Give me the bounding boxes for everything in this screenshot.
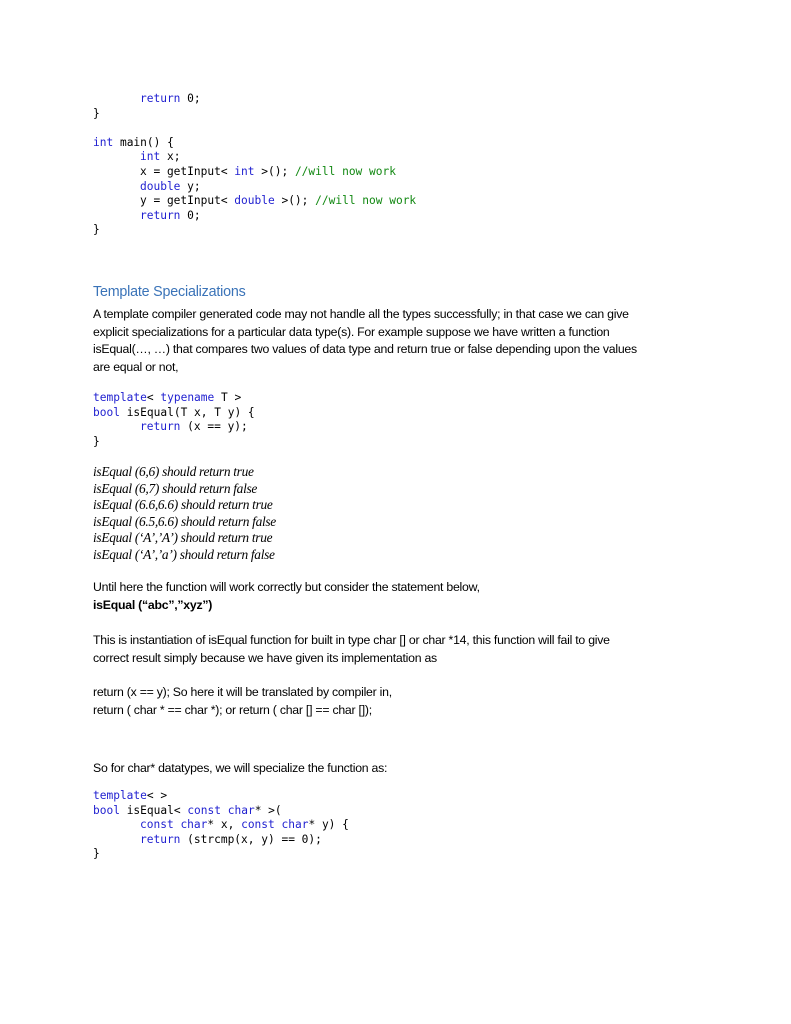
code-keyword: int <box>234 164 255 178</box>
example-line: isEqual (‘A’,’A’) should return true <box>93 530 273 546</box>
paragraph-line: This is instantiation of isEqual function for built in type char [] or char *14, this function will fail to give <box>93 633 610 647</box>
until-line: Until here the function will work correctly but consider the statement below, <box>93 580 480 594</box>
code-keyword: template <box>93 789 147 802</box>
code-keyword: int <box>93 135 114 149</box>
code-text: } <box>93 223 100 237</box>
code-line <box>93 150 711 165</box>
return-explanation <box>93 684 711 719</box>
paragraph-line: return ( char * == char *); or return ( char [] == char []); <box>93 702 372 717</box>
code-comment: //will now work <box>315 194 417 208</box>
paragraph-line: are equal or not, <box>93 359 179 374</box>
paragraph-line: isEqual(…, …) that compares two values of data type and return true or false depending upon the values <box>93 342 637 356</box>
code-text: isEqual(T x, T y) { <box>119 405 255 419</box>
code-keyword: const <box>140 818 174 832</box>
code-line <box>93 818 711 833</box>
code-line <box>93 180 711 195</box>
code-keyword: return <box>140 832 181 846</box>
code-keyword: char <box>227 803 255 817</box>
code-text: } <box>93 847 100 861</box>
code-text: isEqual< <box>119 803 188 817</box>
code-text: main() { <box>113 135 174 149</box>
specialize-line <box>93 760 711 778</box>
code-line <box>93 165 711 180</box>
code-line <box>93 435 711 450</box>
code-keyword: double <box>234 194 275 208</box>
bold-statement: isEqual (“abc”,”xyz”) <box>93 597 213 612</box>
paragraph-line: return (x == y); So here it will be translated by compiler in, <box>93 685 392 699</box>
code-keyword: return <box>140 208 181 222</box>
code-line <box>93 223 711 238</box>
code-text: (x == y); <box>180 420 248 434</box>
code-text: 0; <box>180 208 201 222</box>
code-keyword: int <box>140 150 161 164</box>
code-keyword: double <box>140 179 181 193</box>
example-list <box>93 464 711 564</box>
code-text: } <box>93 434 100 448</box>
example-line: isEqual (6,6) should return true <box>93 464 254 479</box>
code-keyword: bool <box>93 803 120 817</box>
code-keyword: template <box>93 391 147 404</box>
code-keyword: const <box>241 818 275 832</box>
paragraph-line: explicit specializations for a particular data type(s). For example suppose we have written a function <box>93 324 610 339</box>
code-block-specialization <box>93 789 711 862</box>
paragraph-line: So for char* datatypes, we will specialize the function as: <box>93 761 388 775</box>
code-keyword: char <box>180 818 208 832</box>
code-line <box>93 121 711 136</box>
section-heading: Template Specializations <box>93 284 246 300</box>
code-text: < <box>146 391 161 404</box>
code-line <box>93 847 711 862</box>
code-text: >(); <box>274 194 316 208</box>
code-text: (strcmp(x, y) == 0); <box>180 832 322 846</box>
code-line <box>93 789 711 804</box>
code-text: * y) { <box>308 818 349 832</box>
code-keyword: return <box>140 92 181 105</box>
code-line <box>93 804 711 819</box>
code-line <box>93 420 711 435</box>
code-text: * x, <box>207 818 242 832</box>
code-line <box>93 209 711 224</box>
example-line: isEqual (6.5,6.6) should return false <box>93 513 276 529</box>
code-keyword: bool <box>93 405 120 419</box>
intro-paragraph <box>93 306 711 376</box>
paragraph-line: correct result simply because we have given its implementation as <box>93 650 437 665</box>
example-line: isEqual (‘A’,’a’) should return false <box>93 546 275 562</box>
code-comment: //will now work <box>294 164 396 178</box>
code-line <box>93 833 711 848</box>
instantiation-paragraph <box>93 632 711 667</box>
code-line <box>93 136 711 151</box>
code-text: x = getInput< <box>140 164 235 178</box>
statement-section <box>93 579 711 614</box>
code-text: y = getInput< <box>140 194 235 208</box>
code-block-template <box>93 391 711 449</box>
code-keyword: return <box>140 420 181 434</box>
code-keyword: const <box>187 803 221 817</box>
code-text: x; <box>160 150 181 164</box>
code-text <box>275 818 282 831</box>
code-text: < > <box>146 789 168 802</box>
code-block-main <box>93 92 711 238</box>
example-line: isEqual (6.6,6.6) should return true <box>93 497 273 513</box>
example-line: isEqual (6,7) should return false <box>93 480 258 496</box>
code-text: 0; <box>180 92 201 105</box>
code-line <box>93 92 711 107</box>
code-text: >(); <box>254 164 295 178</box>
code-line <box>93 194 711 209</box>
code-line <box>93 406 711 421</box>
code-text: y; <box>180 179 201 193</box>
code-text: T > <box>214 391 242 404</box>
code-text <box>221 804 228 817</box>
code-keyword: char <box>281 818 309 832</box>
code-line <box>93 391 711 406</box>
code-keyword: typename <box>160 391 215 404</box>
code-text: } <box>93 106 100 120</box>
paragraph-line: A template compiler generated code may not handle all the types successfully; in that case we can give <box>93 307 629 321</box>
code-line <box>93 107 711 122</box>
code-text: * >( <box>254 803 282 817</box>
